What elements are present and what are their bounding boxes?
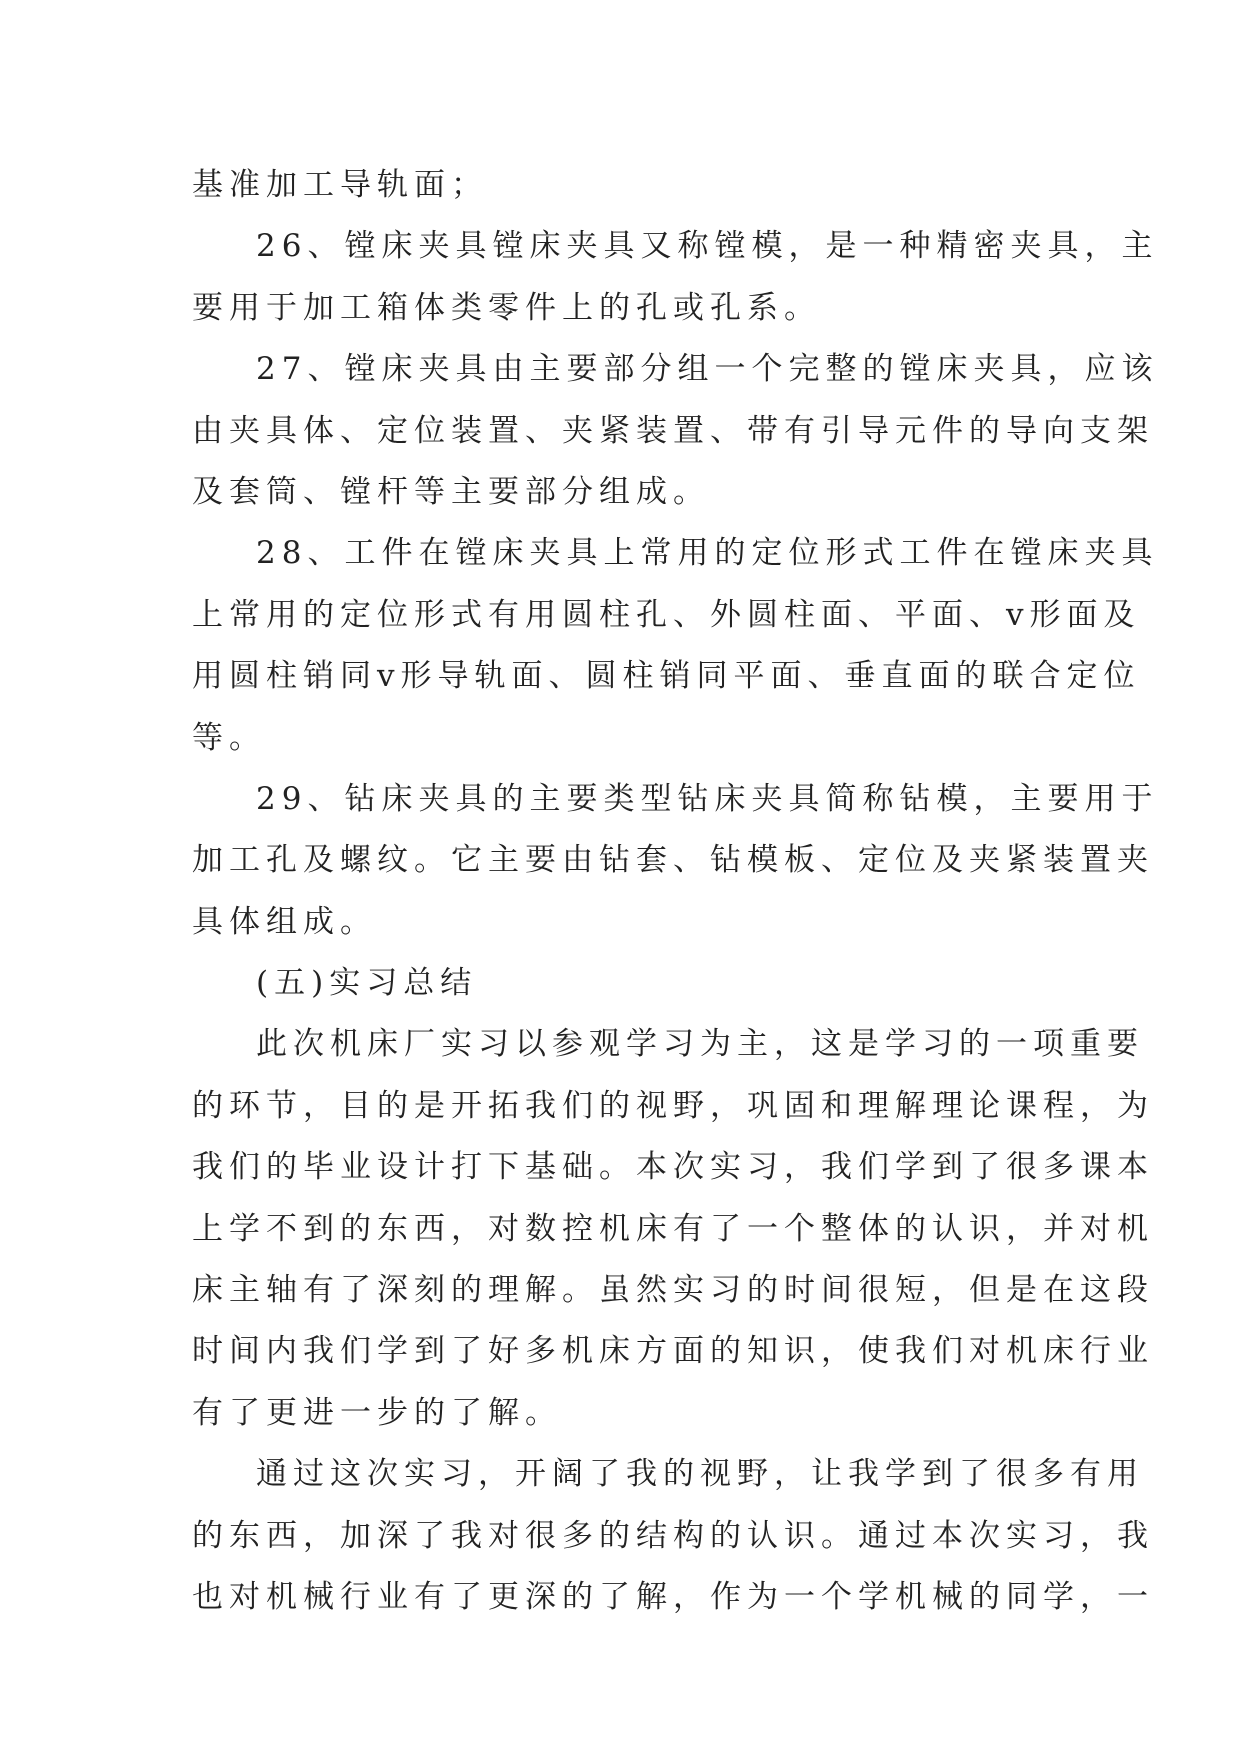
text-line: 27、镗床夹具由主要部分组一个完整的镗床夹具，应该 bbox=[256, 351, 1159, 388]
text-line: 通过这次实习，开阔了我的视野，让我学到了很多有用 bbox=[256, 1456, 1144, 1493]
text-line: 由夹具体、定位装置、夹紧装置、带有引导元件的导向支架 bbox=[192, 412, 1154, 449]
text-line: 我们的毕业设计打下基础。本次实习，我们学到了很多课本 bbox=[192, 1149, 1154, 1186]
text-line: 要用于加工箱体类零件上的孔或孔系。 bbox=[192, 289, 821, 326]
text-line: 的环节，目的是开拓我们的视野，巩固和理解理论课程，为 bbox=[192, 1087, 1154, 1124]
text-line: 上学不到的东西，对数控机床有了一个整体的认识，并对机 bbox=[192, 1210, 1154, 1247]
text-line: 有了更进一步的了解。 bbox=[192, 1394, 562, 1431]
text-line: 等。 bbox=[192, 719, 266, 756]
text-line: 具体组成。 bbox=[192, 903, 377, 940]
text-line: 加工孔及螺纹。它主要由钻套、钻模板、定位及夹紧装置夹 bbox=[192, 842, 1154, 879]
document-body bbox=[192, 155, 1159, 1628]
text-line: 26、镗床夹具镗床夹具又称镗模，是一种精密夹具，主 bbox=[256, 228, 1159, 265]
section-heading bbox=[192, 953, 1056, 1014]
paragraph-item-27 bbox=[192, 339, 1159, 523]
text-line: 及套筒、镗杆等主要部分组成。 bbox=[192, 473, 710, 510]
text-line: 基准加工导轨面； bbox=[192, 167, 488, 203]
text-line: 29、钻床夹具的主要类型钻床夹具简称钻模，主要用于 bbox=[256, 780, 1159, 817]
text-line: 28、工件在镗床夹具上常用的定位形式工件在镗床夹具 bbox=[256, 535, 1159, 572]
text-line: 也对机械行业有了更深的了解，作为一个学机械的同学，一 bbox=[192, 1578, 1154, 1615]
text-line: 床主轴有了深刻的理解。虽然实习的时间很短，但是在这段 bbox=[192, 1272, 1154, 1309]
paragraph-item-29 bbox=[192, 769, 1159, 953]
paragraph-item-26 bbox=[192, 216, 1159, 339]
text-line: 的东西，加深了我对很多的结构的认识。通过本次实习，我 bbox=[192, 1517, 1154, 1554]
text-line: 此次机床厂实习以参观学习为主，这是学习的一项重要 bbox=[256, 1026, 1144, 1063]
summary-paragraph-1 bbox=[192, 1014, 1154, 1444]
paragraph-continuation bbox=[192, 155, 1056, 216]
paragraph-item-28 bbox=[192, 523, 1159, 769]
summary-paragraph-2 bbox=[192, 1444, 1154, 1628]
text-line: 用圆柱销同v形导轨面、圆柱销同平面、垂直面的联合定位 bbox=[192, 658, 1141, 695]
section-heading-text: (五)实习总结 bbox=[256, 965, 478, 1002]
text-line: 上常用的定位形式有用圆柱孔、外圆柱面、平面、v形面及 bbox=[192, 596, 1141, 633]
text-line: 时间内我们学到了好多机床方面的知识，使我们对机床行业 bbox=[192, 1333, 1154, 1370]
